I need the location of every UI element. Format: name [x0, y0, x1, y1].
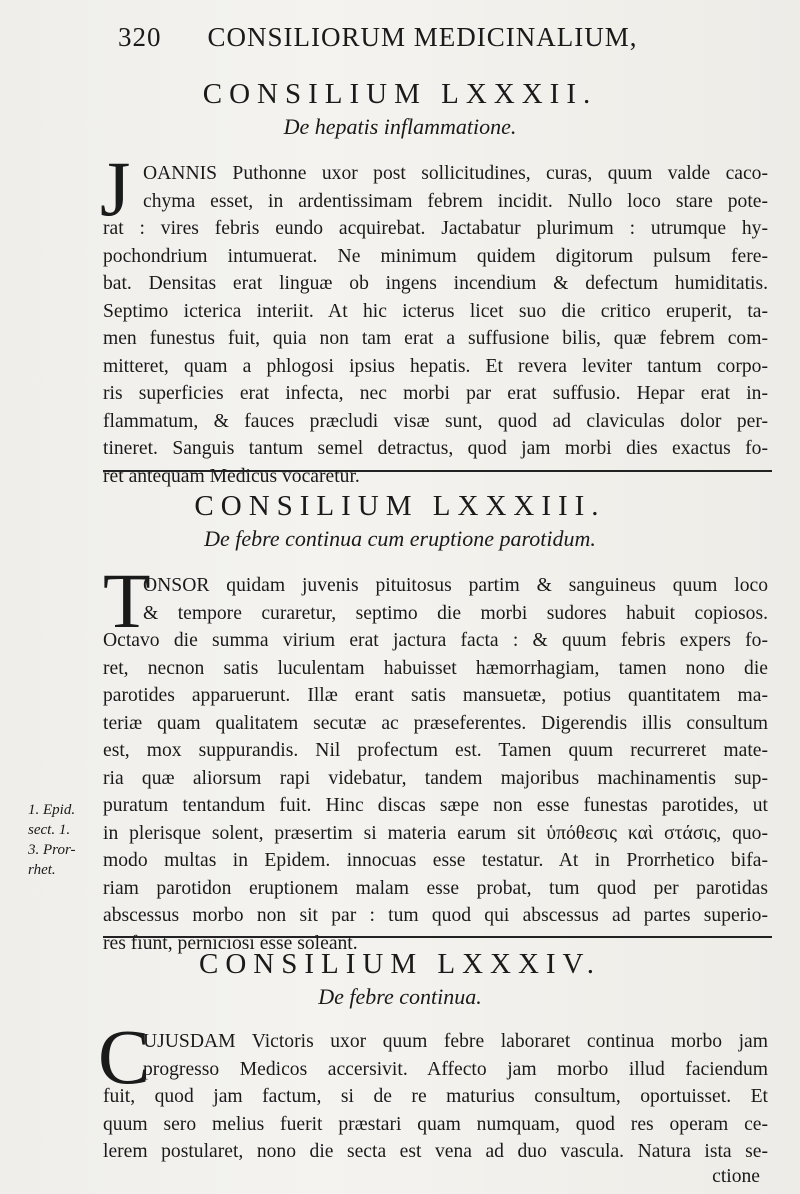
section-text-lxxxii — [103, 160, 768, 490]
section-divider — [103, 470, 772, 472]
text-line: & tempore curaretur, septimo die morbi sudores habuit copiosos. — [143, 602, 768, 624]
section-text-lxxxiv — [103, 1028, 768, 1166]
text-line: fuit, quod jam factum, si de re maturius consultum, oportuisset. Et — [103, 1086, 768, 1107]
text-line: riam parotidon eruptionem malam esse probat, tum quod per parotidas — [103, 877, 768, 899]
section-title-lxxxiii: CONSILIUM LXXXIII. — [194, 490, 606, 522]
text-line: in plerisque solent, præsertim si materia earum sit ὑπόθεσις καὶ στάσις, quo- — [103, 822, 768, 844]
text-line: est, mox suppurandis. Nil profectum est. Tamen quum recurreret mate- — [103, 740, 768, 761]
text-line: abscessus morbo non sit par : tum quod qui abscessus ad partes superio- — [103, 905, 768, 926]
marginal-note — [28, 800, 100, 880]
text-line: flammatum, & fauces præcludi visæ sunt, quod ad claviculas dolor per- — [103, 410, 768, 432]
text-line: Septimo icterica interiit. At hic icterus licet suo die critico eruperit, ta- — [103, 300, 768, 322]
text-line: men funestus fuit, quia non tam erat a suffusione bilis, quæ febrem com- — [103, 328, 768, 349]
text-line: lerem postularet, nono die secta est vena ad duo vascula. Natura ista se- — [103, 1141, 768, 1162]
text-line: UJUSDAM Victoris uxor quum febre laboraret continua morbo jam — [143, 1031, 768, 1052]
dropcap-t: T — [103, 557, 151, 644]
text-line: pochondrium intumuerat. Ne minimum quidem digitorum pulsum fere- — [103, 245, 768, 267]
text-line: progresso Medicos accersivit. Affecto jam morbo illud faciendum — [143, 1058, 768, 1080]
marginal-note-line: 1. Epid. — [28, 802, 76, 818]
section-title-lxxxiv: CONSILIUM LXXXIV. — [198, 948, 602, 980]
text-line: ret antequam Medicus vocaretur. — [103, 465, 360, 487]
text-line: puratum tentandum fuit. Hinc discas sæpe non esse funestas parotides, ut — [103, 795, 768, 816]
dropcap-c: C — [98, 1013, 151, 1100]
text-line: ria quæ aliorsum rapi videbatur, tandem majoribus machinamentis sup- — [103, 767, 768, 789]
text-line: mitteret, quam a phlogosi ipsius hepatis. Et revera leviter tantum corpo- — [103, 355, 768, 377]
running-head — [118, 22, 770, 53]
text-line: rat : vires febris eundo acquirebat. Jactabatur plurimum : utrumque hy- — [103, 218, 768, 239]
marginal-note-line: rhet. — [28, 862, 56, 878]
section-divider — [103, 936, 772, 938]
text-line: ONSOR quidam juvenis pituitosus partim & sanguineus quum loco — [143, 575, 768, 596]
section-subtitle-lxxxii: De hepatis inflammatione. — [283, 114, 517, 139]
running-title: CONSILIORUM MEDICINALIUM, — [207, 22, 638, 52]
text-line: OANNIS Puthonne uxor post sollicitudines, curas, quum valde caco- — [143, 163, 768, 184]
text-line: ris superficies erat infecta, nec morbi par erat suffusio. Hepar erat in- — [103, 383, 768, 404]
text-line: res fiunt, perniciosi esse soleant. — [103, 932, 358, 954]
text-line: chyma esset, in ardentissimam febrem incidit. Nullo loco stare pote- — [143, 190, 768, 212]
text-line: quum sero melius fuerit præstari quam numquam, quod res operam ce- — [103, 1113, 768, 1135]
text-line: tineret. Sanguis tantum semel detractus, quod jam morbi dies exactus fo- — [103, 438, 768, 459]
section-title-lxxxii: CONSILIUM LXXXII. — [202, 78, 598, 110]
section-subtitle-lxxxiv: De febre continua. — [318, 984, 482, 1009]
catchword: ctione — [712, 1166, 760, 1187]
text-line: bat. Densitas erat linguæ ob ingens incendium & defectum humiditatis. — [103, 273, 768, 294]
text-line: modo multas in Epidem. innocuas esse testatur. At in Prorrhetico bifa- — [103, 850, 768, 871]
text-line: parotides apparuerunt. Illæ erant satis mansuetæ, potius quantitatem ma- — [103, 685, 768, 706]
text-line: teriæ quam qualitatem secutæ ac præseferentes. Digerendis illis consultum — [103, 712, 768, 734]
text-line: Octavo die summa virium erat jactura facta : & quum febris expers fo- — [103, 630, 768, 651]
section-subtitle-lxxxiii: De febre continua cum eruptione parotidum. — [204, 526, 596, 551]
section-text-lxxxiii — [103, 572, 768, 957]
marginal-note-line: sect. 1. — [28, 822, 71, 838]
page-number: 320 — [118, 22, 162, 52]
dropcap-j: J — [100, 145, 131, 232]
text-line: ret, necnon satis luculentam habuisset hæmorrhagiam, tamen nono die — [103, 657, 768, 679]
marginal-note-line: 3. Pror- — [28, 842, 76, 858]
